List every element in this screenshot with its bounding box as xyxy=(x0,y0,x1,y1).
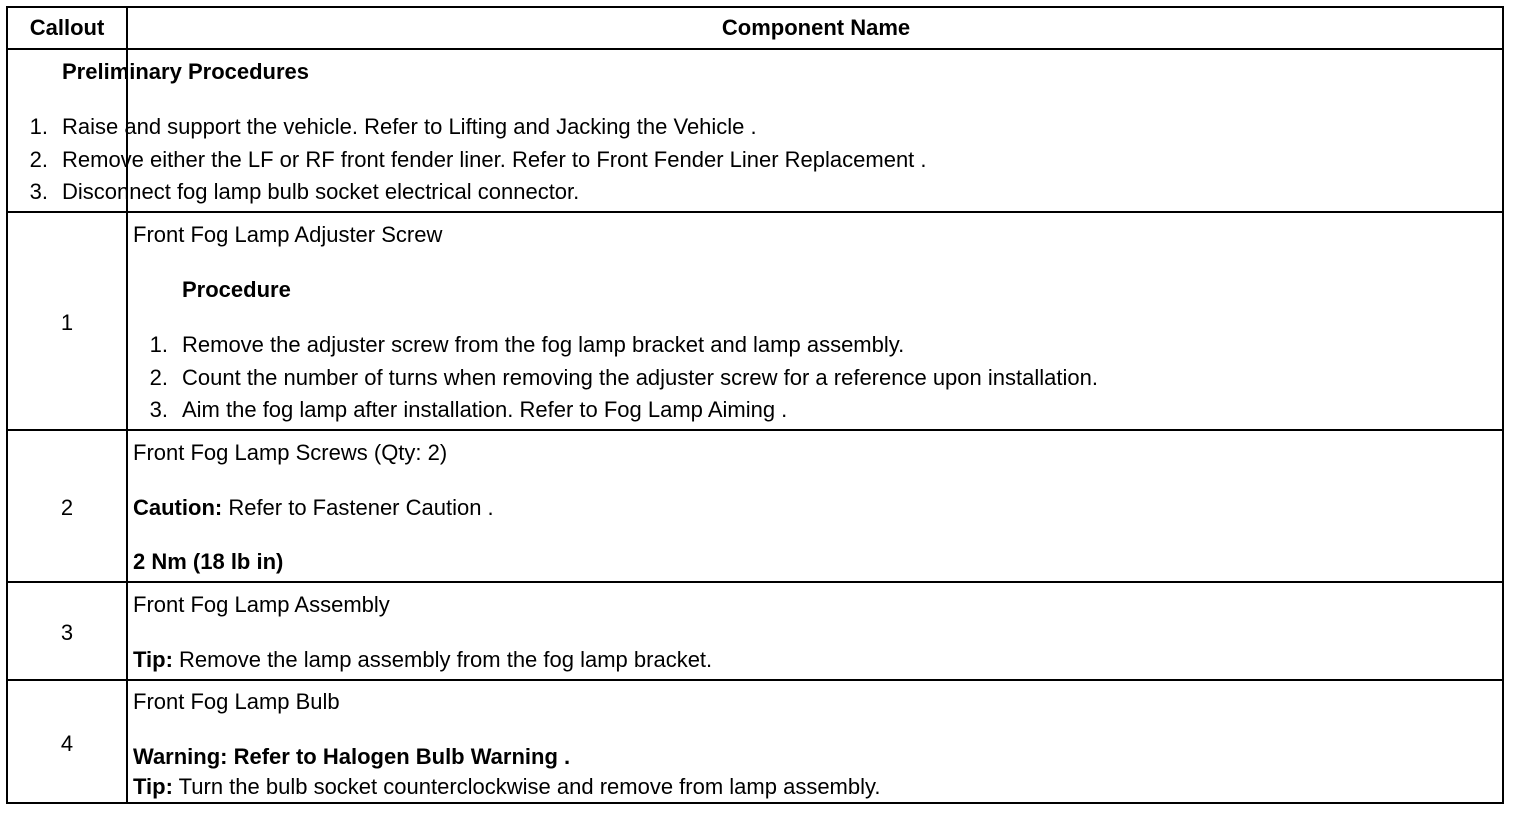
tip-note xyxy=(133,774,881,800)
header-callout: Callout xyxy=(29,15,105,40)
row-3-divider xyxy=(8,679,1502,681)
preliminary-step-number: 2. xyxy=(29,147,48,172)
callout-number: 1 xyxy=(60,310,74,335)
row-2-divider xyxy=(8,581,1502,583)
torque-spec: 2 Nm (18 lb in) xyxy=(133,549,284,574)
row-1-divider xyxy=(8,429,1502,431)
preliminary-step-number: 1. xyxy=(29,114,48,139)
component-name: Front Fog Lamp Screws (Qty: 2) xyxy=(133,440,448,465)
procedure-step-number: 1. xyxy=(149,332,168,357)
procedure-step: Remove the adjuster screw from the fog lamp bracket and lamp assembly. xyxy=(182,332,905,357)
tip-label: Tip: xyxy=(133,774,173,799)
header-component-name: Component Name xyxy=(721,15,911,40)
tip-text: Remove the lamp assembly from the fog lamp bracket. xyxy=(172,647,713,672)
callout-number: 3 xyxy=(60,620,74,645)
caution-text: Refer to Fastener Caution . xyxy=(222,495,494,520)
preliminary-step-number: 3. xyxy=(29,179,48,204)
caution-label: Caution: xyxy=(133,495,223,520)
component-name: Front Fog Lamp Adjuster Screw xyxy=(133,222,443,247)
preliminary-step: Raise and support the vehicle. Refer to Lifting and Jacking the Vehicle . xyxy=(62,114,757,139)
caution-note xyxy=(133,495,494,521)
preliminary-step: Remove either the LF or RF front fender liner. Refer to Front Fender Liner Replacement . xyxy=(62,147,927,172)
tip-text: Turn the bulb socket counterclockwise and remove from lamp assembly. xyxy=(172,774,881,799)
callout-number: 2 xyxy=(60,495,74,520)
component-name: Front Fog Lamp Bulb xyxy=(133,689,340,714)
component-table xyxy=(6,6,1504,804)
component-name: Front Fog Lamp Assembly xyxy=(133,592,390,617)
preliminary-title: Preliminary Procedures xyxy=(62,59,310,84)
tip-note xyxy=(133,647,712,673)
callout-number: 4 xyxy=(60,731,74,756)
procedure-step-number: 3. xyxy=(149,397,168,422)
procedure-step: Count the number of turns when removing the adjuster screw for a reference upon installation. xyxy=(182,365,1098,390)
procedure-title: Procedure xyxy=(182,277,291,302)
procedure-step: Aim the fog lamp after installation. Refer to Fog Lamp Aiming . xyxy=(182,397,788,422)
header-row-divider xyxy=(8,48,1502,50)
preliminary-row-divider xyxy=(8,211,1502,213)
warning-note: Warning: Refer to Halogen Bulb Warning . xyxy=(133,744,571,769)
preliminary-step: Disconnect fog lamp bulb socket electrical connector. xyxy=(62,179,580,204)
procedure-step-number: 2. xyxy=(149,365,168,390)
tip-label: Tip: xyxy=(133,647,173,672)
